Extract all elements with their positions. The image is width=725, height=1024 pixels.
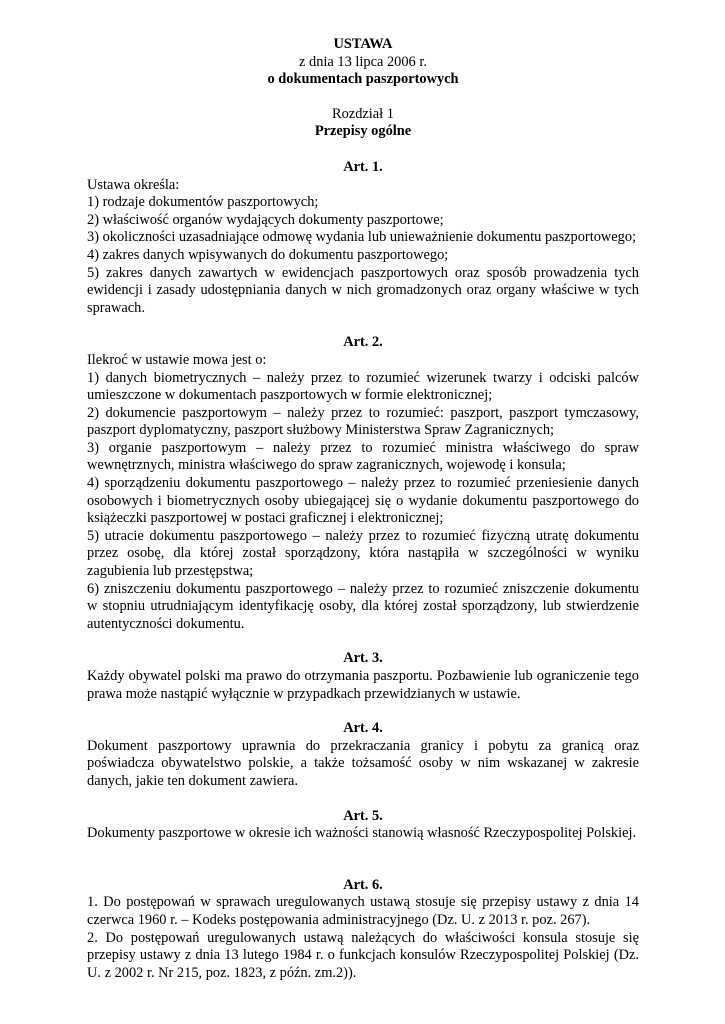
act-title: USTAWA [333,36,393,52]
article-paragraph: Dokumenty paszportowe w okresie ich ważności stanowią własność Rzeczypospolitej Polskiej. [87,825,637,842]
article-heading: Art. 1. [343,158,383,175]
article-2 [87,334,639,633]
article-6 [87,877,639,983]
article-paragraph: 1) danych biometrycznych – należy przez to rozumieć wizerunek twarzy i odciski palców umieszczone w dokumentach paszportowych w formie elektronicznej; [87,369,639,404]
article-paragraph: 5) utracie dokumentu paszportowego – należy przez to rozumieć fizyczną utratę dokumentu przez osobę, dla której został sporządzony, która nastąpiła w szczególności w wyniku zagubienia lub przestępstwa; [87,527,639,580]
article-heading: Art. 5. [343,807,383,824]
article-paragraph: 1) rodzaje dokumentów paszportowych; [87,194,319,211]
article-paragraph: 5) zakres danych zawartych w ewidencjach paszportowych oraz sposób prowadzenia tych ewidencji i zasady udostępniania danych w nich gromadzonych oraz organy właściwe w tych sprawach. [87,264,639,316]
chapter-name: Przepisy ogólne [314,123,412,140]
article-heading: Art. 2. [343,334,383,351]
article-paragraph: 4) sporządzeniu dokumentu paszportowego – należy przez to rozumieć przeniesienie danych osobowych i biometrycznych osoby ubiegającej się o wydanie dokumentu paszportowego do książeczki paszportowej w postaci graficznej i elektronicznej; [87,475,639,527]
article-3 [87,650,639,703]
chapter-number: Rozdział 1 [332,105,394,122]
article-paragraph: 4) zakres danych wpisywanych do dokumentu paszportowego; [87,246,449,263]
act-header [87,36,639,89]
article-paragraph: 2. Do postępowań uregulowanych ustawą należących do właściwości konsula stosuje się przepisy ustawy z dnia 13 lutego 1984 r. o funkcjach konsulów Rzeczypospolitej Polskiej (Dz. U. z 2002 r. Nr 215, poz. 1823, z późn. zm.2)). [87,929,639,981]
article-paragraph: 3) okoliczności uzasadniające odmowę wydania lub unieważnienie dokumentu paszportowego; [87,229,637,246]
article-paragraph: Dokument paszportowy uprawnia do przekraczania granicy i pobytu za granicą oraz poświadcza obywatelstwo polskie, a także tożsamość osoby w nim wskazanej w zakresie danych, jakie ten dokument zawiera. [87,737,639,789]
article-heading: Art. 6. [343,876,383,893]
article-paragraph: Każdy obywatel polski ma prawo do otrzymania paszportu. Pozbawienie lub ograniczenie tego prawa może nastąpić wyłącznie w przypadkach przewidzianych w ustawie. [87,668,639,702]
article-paragraph: Ilekroć w ustawie mowa jest o: [87,351,267,368]
chapter-header [87,106,639,141]
article-paragraph: Ustawa określa: [87,176,180,193]
article-paragraph: 2) właściwość organów wydających dokumenty paszportowe; [87,211,444,228]
article-paragraph: 3) organie paszportowym – należy przez to rozumieć ministra właściwego do spraw wewnętrznych, ministra właściwego do spraw zagranicznych, wojewodę i konsula; [87,439,639,474]
article-1 [87,159,639,317]
article-paragraph: 6) zniszczeniu dokumentu paszportowego – należy przez to rozumieć zniszczenie dokumentu w stopniu utrudniającym identyfikację osoby, dla której został sporządzony, lub stwierdzenie autentyczności dokumentu. [87,580,639,632]
article-paragraph: 2) dokumencie paszportowym – należy przez to rozumieć: paszport, paszport tymczasowy, paszport dyplomatyczny, paszport służbowy Ministerstwa Spraw Zagranicznych; [87,404,639,439]
article-paragraph: 1. Do postępowań w sprawach uregulowanych ustawą stosuje się przepisy ustawy z dnia 14 czerwca 1960 r. – Kodeks postępowania administracyjnego (Dz. U. z 2013 r. poz. 267). [87,894,639,928]
act-date: z dnia 13 lipca 2006 r. [299,53,427,70]
act-subject: o dokumentach paszportowych [267,71,459,88]
article-heading: Art. 4. [343,720,383,737]
article-5 [87,808,639,843]
article-4 [87,720,639,790]
article-heading: Art. 3. [343,650,383,667]
